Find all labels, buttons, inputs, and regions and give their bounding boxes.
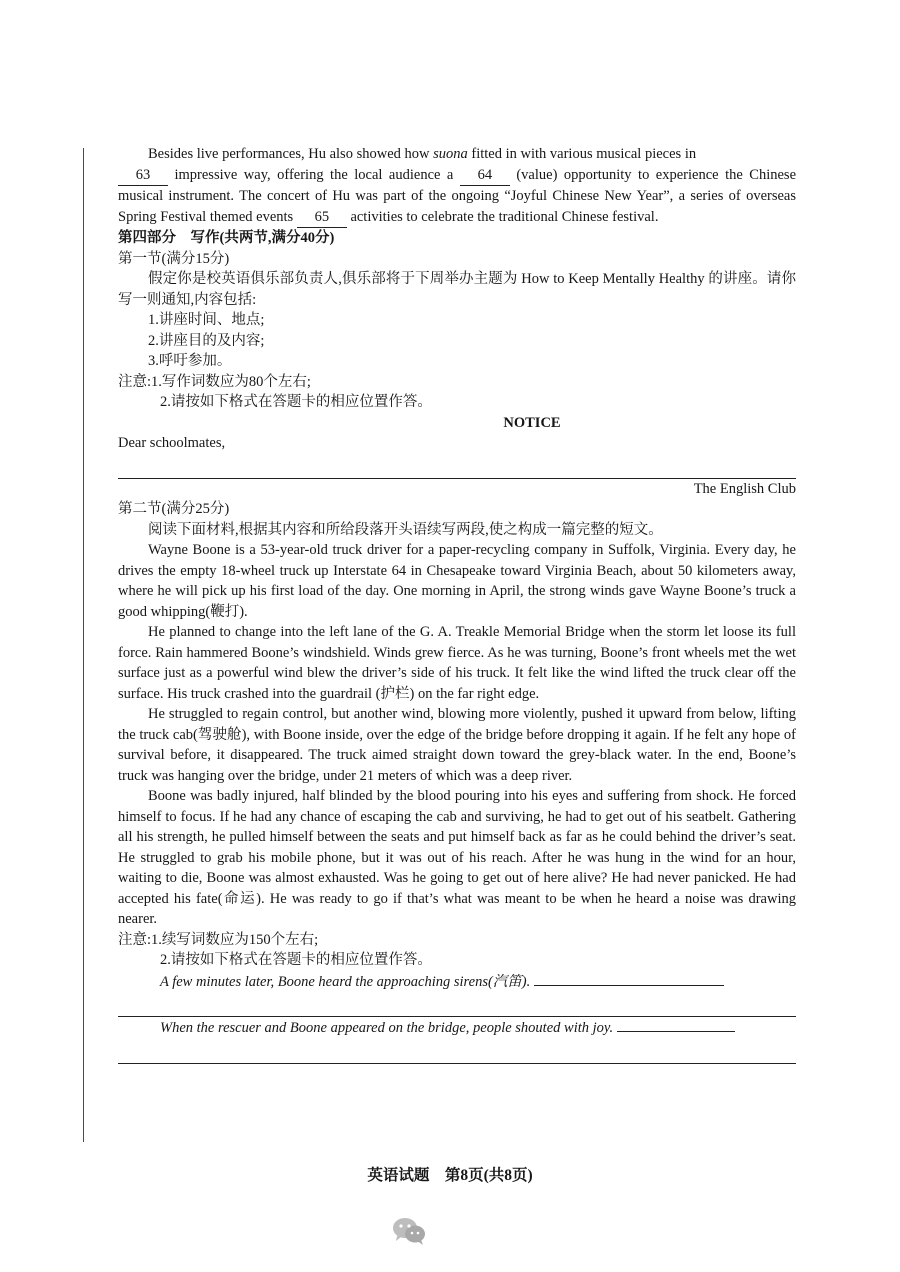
- page-footer: 英语试题 第8页(共8页): [367, 1167, 533, 1184]
- section1-task: 假定你是校英语俱乐部负责人,俱乐部将于下周举办主题为 How to Keep Mentally Healthy 的讲座。请你写一则通知,内容包括:: [118, 271, 796, 308]
- notice-title: NOTICE: [503, 414, 561, 431]
- answer-line: [118, 992, 796, 1017]
- blank-64: 64: [460, 165, 510, 187]
- story-paragraph-4: Boone was badly injured, half blinded by the blood pouring into his eyes and suffering from shock. He forced himself to focus. If he had any chance of escaping the cab and surviving, he had to get out of his seatbelt. Gathering all his strength, he pulled himself between the seats and put himself back as far as he could behind the driver’s seat. He struggled to grab his mobile phone, but it was out of his reach. After he was hung in the wind for an hour, waiting to die, Boone was almost exhausted. Was he going to get out of here alive? He had never panicked. He had accepted his fate(命运). He was ready to go if that’s what was meant to be when he heard a noise was drawing nearer.: [118, 788, 796, 927]
- section1-note-1: 注意:1.写作词数应为80个左右;: [118, 373, 311, 390]
- notice-greeting: Dear schoolmates,: [118, 435, 226, 451]
- fill-line: [534, 971, 724, 986]
- section2-heading: 第二节(满分25分): [118, 501, 230, 517]
- story-paragraph-2: He planned to change into the left lane of the G. A. Treakle Memorial Bridge when the storm let loose its full force. Rain hammered Boone’s windshield. Winds grew fierce. As he was turning, Boone’s front wheels met the wet surface just as a powerful wind blew the driver’s side of his truck. It felt like the wind lifted the truck clear off the surface. His truck crashed into the guardrail (护栏) on the far right edge.: [118, 624, 796, 702]
- wechat-icon: [391, 1216, 427, 1246]
- story-paragraph-3: He struggled to regain control, but another wind, blowing more violently, pushed it upward from below, lifting the truck cab(驾驶舱), with Boone inside, over the edge of the bridge before dropping it again. If he felt any hope of survival before, it disappeared. The truck aimed straight down toward the grey-black water. In the end, Boone’s truck was hanging over the bridge, under 21 meters of which was a deep river.: [118, 706, 796, 784]
- writing-section-1: [118, 249, 796, 500]
- task-item-3: 3.呼吁参加。: [148, 353, 232, 369]
- notice-signature: The English Club: [693, 480, 796, 497]
- answer-line: [118, 1039, 796, 1064]
- passage-line-1: Besides live performances, Hu also showed how suona fitted in with various musical pieces in: [148, 146, 697, 162]
- story-paragraph-1: Wayne Boone is a 53-year-old truck driver for a paper-recycling company in Suffolk, Virginia. Every day, he drives the empty 18-wheel truck up Interstate 64 in Chesapeake toward Virginia Beach, about 50 kilometers away, where he will pick up his first load of the day. One morning in April, the strong winds gave Wayne Boone’s truck a good whipping(鞭打).: [118, 542, 796, 620]
- page-margin-line: [83, 148, 84, 1142]
- fill-line: [617, 1017, 735, 1032]
- exam-page: [118, 144, 796, 1064]
- writing-section-2: [118, 499, 796, 1064]
- passage-line-2: 63 impressive way, offering the local audience a 64 (value) opportunity to experience the Chinese musical instrument. The concert of Hu was part of the ongoing “Joyful Chinese New Year”, a series of overseas Spring Festival themed events 65 activities to celebrate the traditional Chinese festival.: [118, 165, 796, 229]
- section1-heading: 第一节(满分15分): [118, 250, 230, 267]
- blank-65: 65: [297, 207, 347, 229]
- blank-63: 63: [118, 165, 168, 187]
- section2-note-2: 2.请按如下格式在答题卡的相应位置作答。: [160, 952, 432, 968]
- task-item-2: 2.讲座目的及内容;: [148, 332, 265, 349]
- section1-note-2: 2.请按如下格式在答题卡的相应位置作答。: [160, 394, 432, 410]
- part4-heading: 第四部分 写作(共两节,满分40分): [118, 230, 335, 246]
- continuation-prompt-1: A few minutes later, Boone heard the approaching sirens(汽笛).: [118, 971, 796, 993]
- answer-line: [118, 454, 796, 479]
- task-item-1: 1.讲座时间、地点;: [148, 312, 265, 328]
- continuation-prompt-2: When the rescuer and Boone appeared on the bridge, people shouted with joy.: [118, 1017, 796, 1039]
- section2-task: 阅读下面材料,根据其内容和所给段落开头语续写两段,使之构成一篇完整的短文。: [148, 521, 663, 538]
- section2-note-1: 注意:1.续写词数应为150个左右;: [118, 931, 319, 948]
- passage-tail: [118, 144, 796, 228]
